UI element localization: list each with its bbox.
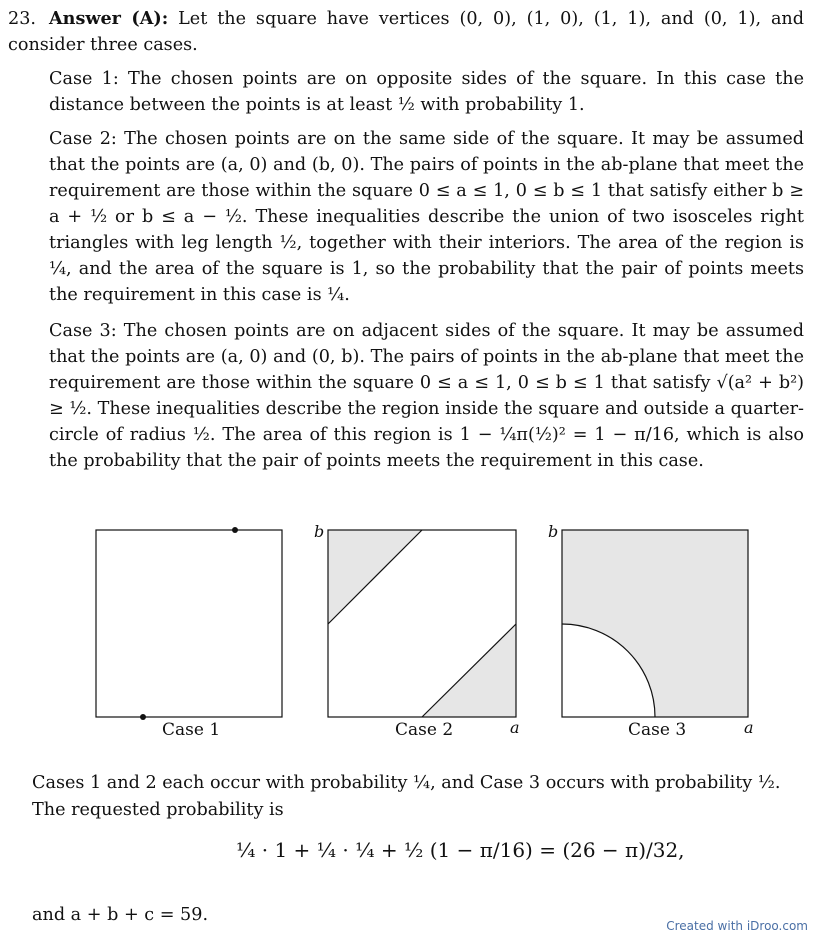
case1-point-bottom xyxy=(140,714,146,720)
problem-intro xyxy=(8,6,804,58)
conclusion: and a + b + c = 59. xyxy=(32,905,209,925)
case1-point-top xyxy=(232,527,238,533)
case2-caption: Case 2 xyxy=(395,720,454,740)
case2-axis-b: b xyxy=(314,522,325,541)
case2-paragraph: Case 2: The chosen points are on the same side of the square. It may be assumed that the points are (a, 0) and (b, 0). The pairs of points in the ab-plane that meet the requirement are those within the square 0 ≤ a ≤ 1, 0 ≤ b ≤ 1 that satisfy either b ≥ a + ½ or b ≤ a − ½. These inequalities describe the union of two isosceles right triangles with leg length ½, together with their interiors. The area of the region is ¼, and the area of the square is 1, so the probability that the pair of points meets the requirement in this case is ¼. xyxy=(49,129,804,305)
case3-paragraph: Case 3: The chosen points are on adjacent sides of the square. It may be assumed that the points are (a, 0) and (0, b). The pairs of points in the ab-plane that meet the requirement are those within the square 0 ≤ a ≤ 1, 0 ≤ b ≤ 1 that satisfy √(a² + b²) ≥ ½. These inequalities describe the region inside the square and outside a quarter-circle of radius ½. The area of this region is 1 − ¼π(½)² = 1 − π/16, which is also the probability that the pair of points meets the requirement in this case. xyxy=(49,321,804,471)
watermark: Created with iDroo.com xyxy=(666,919,808,933)
final-formula: ¼ · 1 + ¼ · ¼ + ½ (1 − π/16) = (26 − π)/32, xyxy=(236,838,685,862)
case2-axis-a: a xyxy=(510,718,520,737)
case3-diagram xyxy=(562,530,748,718)
case3-caption: Case 3 xyxy=(628,720,687,740)
case1-diagram xyxy=(96,530,282,718)
case1-caption: Case 1 xyxy=(162,720,221,740)
intro-text: Let the square have vertices (0, 0), (1, 0), (1, 1), and (0, 1), and consider three cases. xyxy=(8,9,805,55)
case3-axis-b: b xyxy=(548,522,559,541)
answer-label: Answer (A): xyxy=(49,8,169,29)
case1-square xyxy=(96,530,282,717)
case2-diagram xyxy=(328,530,516,718)
case1-paragraph: Case 1: The chosen points are on opposite sides of the square. In this case the distance between the points is at least ½ with probability 1. xyxy=(49,69,804,115)
problem-number: 23. xyxy=(8,9,36,29)
summary-paragraph: Cases 1 and 2 each occur with probability ¼, and Case 3 occurs with probability ½. The requested probability is xyxy=(32,773,781,820)
case3-axis-a: a xyxy=(744,718,754,737)
